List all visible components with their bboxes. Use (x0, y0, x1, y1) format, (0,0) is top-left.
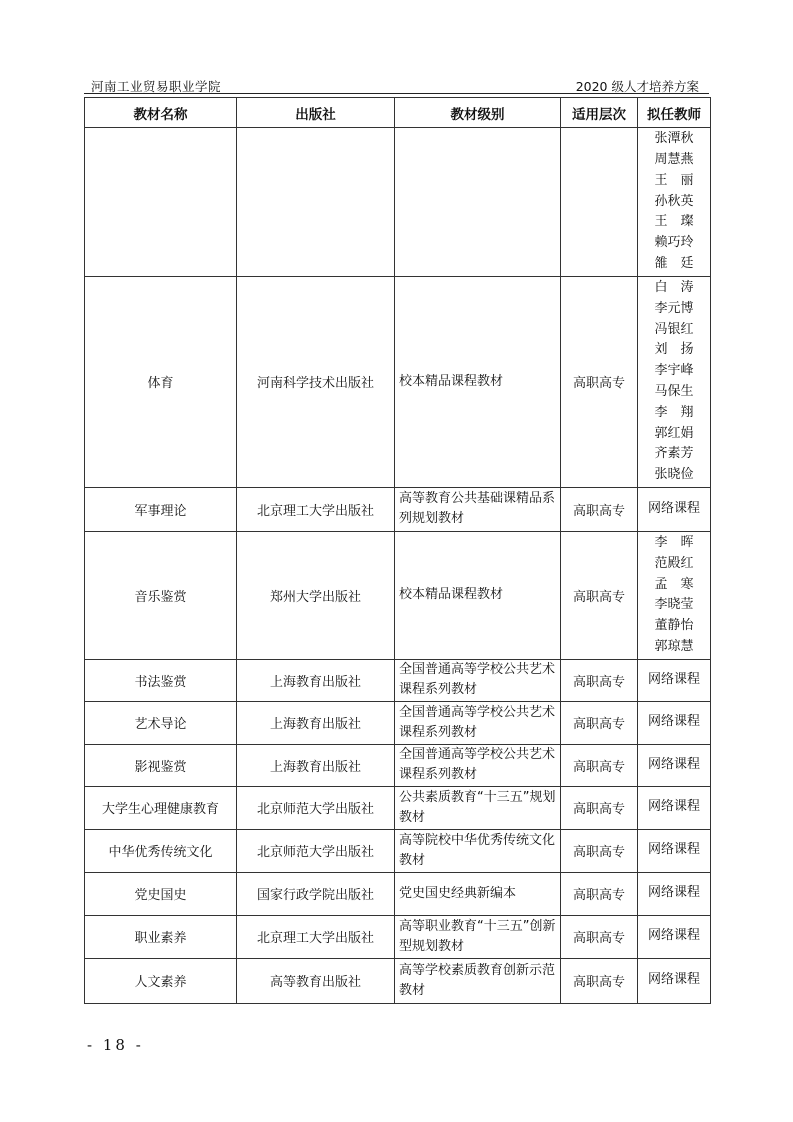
cell-textbook-level: 高等学校素质教育创新示范教材 (395, 958, 561, 1003)
cell-textbook-level: 全国普通高等学校公共艺术课程系列教材 (395, 744, 561, 786)
cell-textbook-name: 音乐鉴赏 (85, 531, 237, 659)
table-row (85, 487, 711, 531)
table-row (85, 744, 711, 786)
cell-textbook-level (395, 128, 561, 277)
teacher-name: 孟 寒 (654, 576, 694, 592)
teacher-name: 雒 廷 (654, 255, 694, 271)
table-row (85, 128, 711, 277)
teacher-name: 网络课程 (647, 928, 700, 944)
cell-textbook-name: 体育 (85, 277, 237, 488)
cell-publisher: 北京师范大学出版社 (237, 786, 395, 829)
table-row (85, 786, 711, 829)
table-row (85, 659, 711, 701)
cell-teachers (638, 128, 711, 277)
table-row (85, 829, 711, 872)
header-plan-title: 2020 级人才培养方案 (575, 79, 699, 94)
table-header-row (85, 98, 711, 128)
teacher-name: 李元博 (654, 300, 694, 316)
cell-publisher: 上海教育出版社 (237, 659, 395, 701)
cell-textbook-name: 职业素养 (85, 915, 237, 958)
cell-publisher: 北京理工大学出版社 (237, 915, 395, 958)
cell-publisher: 上海教育出版社 (237, 701, 395, 744)
cell-publisher: 河南科学技术出版社 (237, 277, 395, 488)
teacher-name: 董静怡 (654, 618, 694, 634)
cell-publisher: 上海教育出版社 (237, 744, 395, 786)
cell-textbook-name: 党史国史 (85, 872, 237, 915)
teacher-name: 李 晖 (654, 534, 694, 550)
header-institution: 河南工业贸易职业学院 (91, 79, 222, 94)
cell-teachers (638, 829, 711, 872)
table-row (85, 531, 711, 659)
teacher-name: 李宇峰 (654, 363, 694, 379)
cell-applicable-tier: 高职高专 (561, 915, 638, 958)
teacher-name: 张晓俭 (654, 467, 694, 483)
cell-applicable-tier: 高职高专 (561, 531, 638, 659)
teacher-name: 刘 扬 (654, 342, 694, 358)
teacher-name: 网络课程 (647, 972, 700, 988)
cell-publisher: 北京师范大学出版社 (237, 829, 395, 872)
cell-publisher: 国家行政学院出版社 (237, 872, 395, 915)
cell-teachers (638, 872, 711, 915)
cell-textbook-name: 大学生心理健康教育 (85, 786, 237, 829)
cell-textbook-name: 人文素养 (85, 958, 237, 1003)
cell-textbook-name: 影视鉴赏 (85, 744, 237, 786)
teacher-name: 范殿红 (654, 555, 694, 571)
cell-textbook-level: 全国普通高等学校公共艺术课程系列教材 (395, 659, 561, 701)
cell-textbook-level: 公共素质教育“十三五”规划教材 (395, 786, 561, 829)
teacher-name: 张潭秋 (654, 131, 694, 147)
cell-textbook-name: 艺术导论 (85, 701, 237, 744)
column-header-teachers: 拟任教师 (638, 98, 711, 128)
cell-teachers (638, 701, 711, 744)
column-header-textbook-level: 教材级别 (395, 98, 561, 128)
table-body (85, 128, 711, 1004)
cell-applicable-tier: 高职高专 (561, 786, 638, 829)
cell-applicable-tier: 高职高专 (561, 872, 638, 915)
cell-textbook-level: 校本精品课程教材 (395, 531, 561, 659)
cell-teachers (638, 531, 711, 659)
teacher-name: 网络课程 (647, 885, 700, 901)
cell-teachers (638, 277, 711, 488)
table-row (85, 277, 711, 488)
cell-textbook-name: 中华优秀传统文化 (85, 829, 237, 872)
teacher-name: 周慧燕 (654, 152, 694, 167)
column-header-publisher: 出版社 (237, 98, 395, 128)
cell-teachers (638, 958, 711, 1003)
cell-textbook-level: 校本精品课程教材 (395, 277, 561, 488)
cell-applicable-tier (561, 128, 638, 277)
cell-teachers (638, 786, 711, 829)
cell-textbook-level: 高等院校中华优秀传统文化教材 (395, 829, 561, 872)
cell-applicable-tier: 高职高专 (561, 487, 638, 531)
teacher-name: 王 丽 (654, 172, 694, 188)
cell-applicable-tier: 高职高专 (561, 958, 638, 1003)
cell-applicable-tier: 高职高专 (561, 701, 638, 744)
cell-applicable-tier: 高职高专 (561, 744, 638, 786)
page-number: - 18 - (87, 1036, 144, 1054)
table-row (85, 958, 711, 1003)
cell-textbook-level: 高等职业教育“十三五”创新型规划教材 (395, 915, 561, 958)
cell-applicable-tier: 高职高专 (561, 659, 638, 701)
teacher-name: 王 璨 (654, 214, 694, 230)
teacher-name: 郭红娟 (654, 425, 694, 441)
header-divider (84, 93, 709, 94)
cell-publisher: 北京理工大学出版社 (237, 487, 395, 531)
teacher-name: 网络课程 (647, 671, 700, 687)
cell-textbook-level: 全国普通高等学校公共艺术课程系列教材 (395, 701, 561, 744)
cell-teachers (638, 659, 711, 701)
column-header-textbook-name: 教材名称 (85, 98, 237, 128)
cell-textbook-name: 军事理论 (85, 487, 237, 531)
cell-applicable-tier: 高职高专 (561, 277, 638, 488)
teacher-name: 郭琼慧 (654, 638, 694, 654)
teacher-name: 网络课程 (647, 842, 700, 858)
table-row (85, 872, 711, 915)
table-row (85, 701, 711, 744)
cell-publisher: 高等教育出版社 (237, 958, 395, 1003)
teacher-name: 网络课程 (647, 756, 700, 772)
cell-publisher (237, 128, 395, 277)
cell-teachers (638, 744, 711, 786)
column-header-applicable-tier: 适用层次 (561, 98, 638, 128)
cell-teachers (638, 915, 711, 958)
teacher-name: 赖巧玲 (654, 235, 694, 251)
cell-publisher: 郑州大学出版社 (237, 531, 395, 659)
teacher-name: 马保生 (654, 383, 694, 399)
teacher-name: 孙秋英 (654, 193, 694, 209)
teacher-name: 李 翔 (654, 404, 694, 420)
teacher-name: 网络课程 (647, 799, 700, 815)
cell-teachers (638, 487, 711, 531)
textbook-table (84, 97, 711, 1004)
teacher-name: 白 涛 (654, 280, 694, 295)
teacher-name: 冯银红 (654, 321, 694, 337)
cell-textbook-name: 书法鉴赏 (85, 659, 237, 701)
teacher-name: 网络课程 (647, 501, 700, 517)
teacher-name: 李晓莹 (654, 597, 694, 613)
teacher-name: 齐素芳 (654, 446, 694, 462)
cell-textbook-level: 高等教育公共基础课精品系列规划教材 (395, 487, 561, 531)
table-row (85, 915, 711, 958)
cell-textbook-level: 党史国史经典新编本 (395, 872, 561, 915)
cell-textbook-name (85, 128, 237, 277)
teacher-name: 网络课程 (647, 714, 700, 730)
cell-applicable-tier: 高职高专 (561, 829, 638, 872)
